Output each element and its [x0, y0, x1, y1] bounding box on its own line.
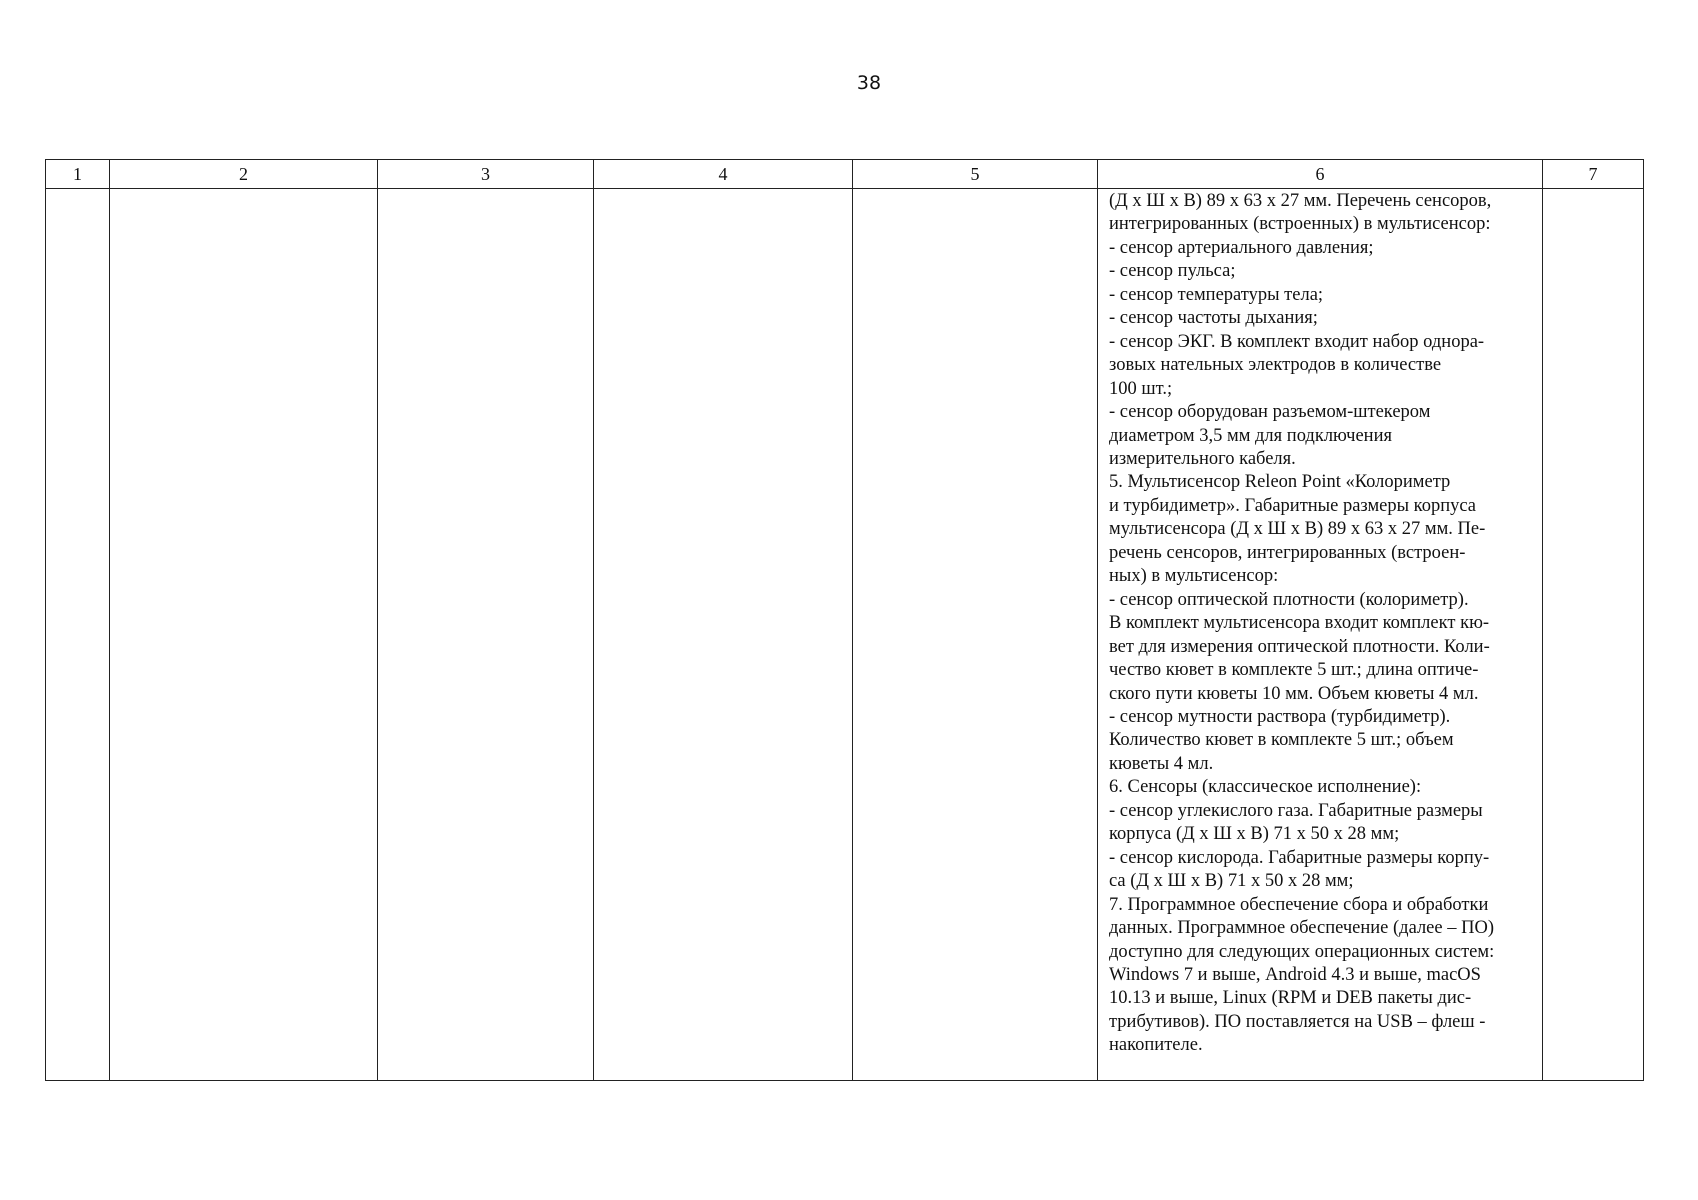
text-line: накопителе.: [1109, 1035, 1203, 1056]
text-line: ского пути кюветы 10 мм. Объем кюветы 4 мл.: [1109, 683, 1479, 704]
specification-table: [45, 159, 1644, 1081]
text-line: доступно для следующих операционных систем:: [1109, 941, 1495, 962]
text-line: - сенсор температуры тела;: [1109, 284, 1324, 305]
text-line: 10.13 и выше, Linux (RPM и DEB пакеты дис-: [1109, 988, 1472, 1009]
text-line: мультисенсора (Д х Ш х В) 89 х 63 х 27 мм. Пе-: [1109, 519, 1486, 540]
text-line: речень сенсоров, интегрированных (встроен-: [1109, 542, 1466, 563]
column-header-3: 3: [378, 160, 594, 189]
column-header-5: 5: [853, 160, 1098, 189]
text-line: 6. Сенсоры (классическое исполнение):: [1109, 777, 1422, 798]
cell-col-3: [378, 189, 594, 1081]
text-line: интегрированных (встроенных) в мультисенсор:: [1109, 214, 1491, 235]
column-header-6: 6: [1098, 160, 1543, 189]
page-number: 38: [856, 72, 882, 94]
text-line: - сенсор оборудован разъемом-штекером: [1109, 402, 1431, 423]
text-line: - сенсор углекислого газа. Габаритные размеры: [1109, 800, 1483, 821]
text-line: - сенсор ЭКГ. В комплект входит набор однора-: [1109, 331, 1485, 352]
cell-col-2: [110, 189, 378, 1081]
cell-col-4: [594, 189, 853, 1081]
column-header-4: 4: [594, 160, 853, 189]
text-line: трибутивов). ПО поставляется на USB – флеш -: [1109, 1011, 1486, 1032]
text-line: В комплект мультисенсора входит комплект кю-: [1109, 613, 1490, 634]
text-line: са (Д х Ш х В) 71 х 50 х 28 мм;: [1109, 871, 1354, 892]
cell-col-6: [1098, 189, 1543, 1081]
text-line: диаметром 3,5 мм для подключения: [1109, 425, 1392, 446]
text-line: вет для измерения оптической плотности. Коли-: [1109, 636, 1490, 657]
column-header-2: 2: [110, 160, 378, 189]
column-header-7: 7: [1543, 160, 1644, 189]
text-line: Windows 7 и выше, Android 4.3 и выше, macOS: [1109, 964, 1481, 985]
text-line: ных) в мультисенсор:: [1109, 566, 1279, 587]
text-line: чество кювет в комплекте 5 шт.; длина оптиче-: [1109, 660, 1479, 681]
specification-text: [1098, 189, 1542, 1058]
text-line: корпуса (Д х Ш х В) 71 х 50 х 28 мм;: [1109, 824, 1400, 845]
table-row: [46, 189, 1644, 1081]
text-line: 5. Мультисенсор Releon Point «Колориметр: [1109, 472, 1451, 493]
column-header-1: 1: [46, 160, 110, 189]
text-line: (Д х Ш х В) 89 х 63 х 27 мм. Перечень сенсоров,: [1109, 191, 1492, 211]
cell-col-5: [853, 189, 1098, 1081]
text-line: - сенсор артериального давления;: [1109, 237, 1374, 258]
text-line: - сенсор пульса;: [1109, 261, 1236, 282]
text-line: кюветы 4 мл.: [1109, 753, 1214, 774]
text-line: - сенсор частоты дыхания;: [1109, 308, 1318, 329]
text-line: зовых нательных электродов в количестве: [1109, 355, 1442, 376]
column-number-row: [46, 160, 1644, 189]
text-line: измерительного кабеля.: [1109, 448, 1296, 469]
text-line: 100 шт.;: [1109, 378, 1173, 399]
text-line: Количество кювет в комплекте 5 шт.; объем: [1109, 730, 1454, 751]
text-line: - сенсор кислорода. Габаритные размеры корпу-: [1109, 847, 1490, 868]
cell-col-1: [46, 189, 110, 1081]
text-line: данных. Программное обеспечение (далее – ПО): [1109, 918, 1494, 939]
text-line: и турбидиметр». Габаритные размеры корпуса: [1109, 495, 1477, 516]
text-line: - сенсор мутности раствора (турбидиметр).: [1109, 706, 1451, 727]
text-line: 7. Программное обеспечение сбора и обработки: [1109, 894, 1489, 915]
cell-col-7: [1543, 189, 1644, 1081]
text-line: - сенсор оптической плотности (колориметр).: [1109, 589, 1469, 610]
